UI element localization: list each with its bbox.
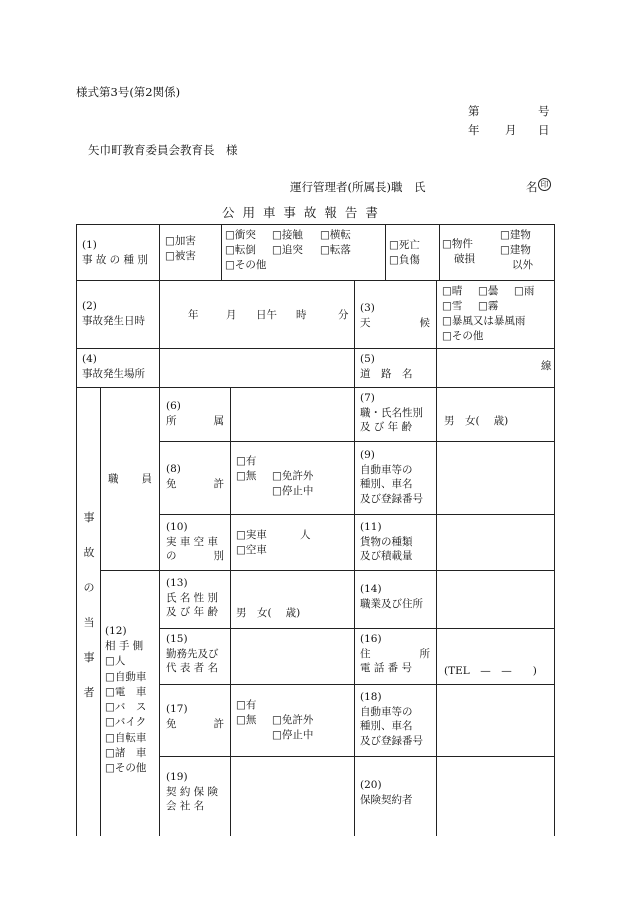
non-building-suffix: 以外	[512, 259, 533, 271]
option-empty[interactable]: □空車	[236, 544, 267, 556]
table-rule	[100, 570, 555, 571]
table-rule	[436, 280, 437, 387]
option-collision[interactable]: □衝突	[225, 229, 256, 241]
party-type-bicycle[interactable]: □自転車	[105, 731, 147, 744]
harm-options	[165, 234, 196, 264]
parties-vertical-label: 事 故 の 当 事 者	[83, 511, 95, 699]
doc-number-suffix: 号	[538, 104, 550, 118]
harm-option-perpetrator[interactable]: □加害	[165, 235, 196, 247]
loaded-label: (10) 実 車 空 車 の 別	[166, 521, 224, 563]
weather-other[interactable]: □その他	[442, 330, 484, 342]
license-no[interactable]: □無	[236, 470, 257, 482]
table-rule	[159, 684, 555, 685]
weather-cloudy[interactable]: □曇	[478, 285, 499, 297]
option-death[interactable]: □死亡	[389, 239, 420, 251]
party-license-no[interactable]: □無	[236, 714, 257, 726]
table-rule	[159, 514, 555, 515]
table-rule	[159, 628, 555, 629]
party-type-car[interactable]: □自動車	[105, 670, 147, 683]
affiliation-label: (6) 所 属	[166, 400, 224, 427]
option-loaded[interactable]: □実車	[236, 529, 267, 541]
party-license-label: (17) 免 許	[166, 703, 224, 730]
table-rule	[385, 224, 386, 280]
weather-snow[interactable]: □雪	[442, 300, 463, 312]
seal-mark: 印	[538, 178, 551, 191]
cargo-label: (11) 貨物の種類 及び積載量	[360, 521, 413, 563]
party-license-suspended[interactable]: □停止中	[272, 729, 314, 741]
option-fall-over[interactable]: □転倒	[225, 244, 256, 256]
party-employer-label: (15) 勤務先及び 代 表 者 名	[166, 633, 219, 675]
table-border	[76, 224, 77, 836]
option-contact[interactable]: □接触	[272, 229, 303, 241]
table-rule	[354, 280, 355, 387]
date-day: 日	[538, 123, 550, 137]
table-rule	[76, 224, 555, 225]
table-rule	[159, 441, 555, 442]
table-rule	[439, 224, 440, 280]
datetime-label: (2) 事故発生日時	[82, 300, 145, 327]
party-license-unlicensed[interactable]: □免許外	[272, 714, 314, 726]
table-rule	[159, 387, 160, 836]
party-sex-age-field[interactable]: 男 女( 歳)	[236, 607, 301, 619]
date-year: 年	[468, 123, 480, 137]
table-rule	[159, 280, 160, 387]
option-property[interactable]: □物件	[442, 238, 473, 250]
license-suspended[interactable]: □停止中	[272, 485, 314, 497]
party-tel-field[interactable]: (TEL — — )	[444, 665, 537, 677]
loaded-persons-unit: 人	[300, 529, 311, 541]
option-building[interactable]: □建物	[500, 229, 531, 241]
party-type-other[interactable]: □その他	[105, 761, 147, 774]
weather-fog[interactable]: □霧	[478, 300, 499, 312]
seal-label: 名	[526, 180, 538, 194]
table-rule	[100, 387, 101, 836]
party-name-label: (13) 氏 名 性 別 及 び 年 齢	[166, 577, 219, 619]
table-rule	[76, 348, 555, 349]
weather-storm[interactable]: □暴風又は暴風雨	[442, 315, 526, 327]
road-suffix: 線	[541, 360, 552, 372]
table-rule	[230, 387, 231, 836]
option-rollover[interactable]: □横転	[320, 229, 351, 241]
option-injury[interactable]: □負傷	[389, 254, 420, 267]
weather-sunny[interactable]: □晴	[442, 285, 463, 297]
date-month: 月	[505, 123, 517, 137]
table-rule	[221, 224, 222, 280]
addressee: 矢巾町教育委員会教育長 様	[88, 143, 238, 157]
option-non-building[interactable]: □建物	[500, 244, 531, 256]
staff-license-label: (8) 免 許	[166, 463, 224, 490]
insurer-label: (19) 契 約 保 険 会 社 名	[166, 771, 219, 813]
table-border	[554, 224, 555, 836]
weather-rain[interactable]: □雨	[514, 285, 535, 297]
staff-vehicle-label: (9) 自動車等の 種別、車名 及び登録番号	[360, 449, 423, 506]
policyholder-label: (20) 保険契約者	[360, 779, 413, 806]
license-yes[interactable]: □有	[236, 455, 257, 467]
casualty-options	[389, 238, 420, 268]
other-party-types: (12) 相 手 側 □人 □自動車 □電 車 □バ ス □バイク □自転車 □諸 車 □その他	[105, 624, 146, 776]
form-number: 様式第3号(第2関係)	[76, 85, 181, 99]
accident-type-label: (1) 事 故 の 種 別	[82, 239, 148, 266]
party-address-label: (16) 住 所 電 話 番 号	[360, 633, 430, 675]
weather-label: (3) 天 候	[360, 302, 430, 329]
party-type-person[interactable]: □人	[105, 655, 126, 668]
table-rule	[76, 280, 555, 281]
party-vehicle-label: (18) 自動車等の 種別、車名 及び登録番号	[360, 691, 423, 748]
option-fall-down[interactable]: □転落	[320, 244, 351, 256]
party-type-train[interactable]: □電 車	[105, 685, 147, 698]
party-type-vehicles[interactable]: □諸 車	[105, 746, 147, 759]
party-type-bus[interactable]: □バ ス	[105, 701, 147, 714]
table-rule	[159, 756, 555, 757]
table-rule	[436, 387, 437, 836]
road-label: (5) 道 路 名	[360, 353, 413, 380]
place-label: (4) 事故発生場所	[82, 353, 145, 380]
party-type-motorbike[interactable]: □バイク	[105, 716, 147, 729]
table-rule	[354, 387, 355, 836]
option-other[interactable]: □その他	[225, 259, 267, 271]
property-damage-label: 破損	[454, 253, 475, 265]
table-rule	[159, 224, 160, 280]
table-rule	[76, 387, 555, 388]
party-occupation-label: (14) 職業及び住所	[360, 583, 423, 610]
doc-number-prefix: 第	[468, 104, 480, 118]
harm-option-victim[interactable]: □被害	[165, 250, 196, 263]
staff-sex-age-field[interactable]: 男 女( 歳)	[444, 415, 509, 427]
accident-report-table: (1) 事 故 の 種 別 □加害 □被害 □衝突 □接触 □横転 □転倒 □追突 □転落 □その他 □死亡 □負傷 □物件 □建物 破損 □建物 以外 (2) 事故発生日時 年 月 日午 時 分 (3) 天 候 □晴 □曇 □雨 □雪 □霧 □暴風又は暴風雨 □その他 (4) 事故発生場所 (5) 道 路 名 線 事 故 の 当 事 者 職 員 (6) 所 属 (7) 職・氏名性別 及 び 年 齢 男 女( 歳) (8) 免 許 □有 □無 □免許外 □停止中 (9) 自動車等の 種別、車名 及び登録番号 (10) 実 車 空 車 の 別 □実車 人 □空車 (11) 貨物の種類 及び積載量 (12) 相 手 側 □人 □自動車 □電 車 □バ ス □バイク □自転車 □諸 車 □その他 (13) 氏 名 性 別 及 び 年 齢 男 女( 歳) (14) 職業及び住所 (15) 勤務先及び 代 表 者 名 (16) 住 所 電 話 番 号 (TEL — — ) (17) 免 許 □有 □無 □免許外 □停止中 (18) 自動車等の 種別、車名 及び登録番号 (19) 契 約 保 険 会 社 名 (20) 保険契約者	[76, 224, 555, 836]
option-rear-end[interactable]: □追突	[272, 244, 303, 256]
document-title: 公 用 車 事 故 報 告 書	[222, 205, 380, 220]
license-unlicensed[interactable]: □免許外	[272, 470, 314, 482]
staff-name-label: (7) 職・氏名性別 及 び 年 齢	[360, 392, 423, 434]
staff-label: 職 員	[108, 473, 152, 485]
reporter-label: 運行管理者(所属長)職 氏	[290, 180, 426, 194]
party-license-yes[interactable]: □有	[236, 699, 257, 711]
